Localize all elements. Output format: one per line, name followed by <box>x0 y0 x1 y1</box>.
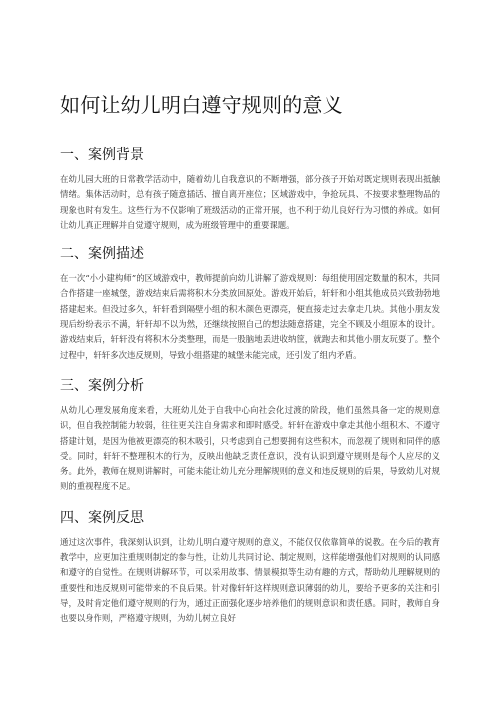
section-body-analysis: 从幼儿心理发展角度来看，大班幼儿处于自我中心向社会化过渡的阶段，他们虽然具备一定的规则意识，但自我控制能力较弱，往往更关注自身需求和即时感受。轩轩在游戏中拿走其他小组积木、不遵守搭建计划，是因为他被更漂亮的积木吸引，只考虑到自己想要拥有这些积木，而忽视了规则和同伴的感受。同时，轩轩不整理积木的行为，反映出他缺乏责任意识，没有认识到遵守规则是每个人应尽的义务。此外，教师在规则讲解时，可能未能让幼儿充分理解规则的意义和违反规则的后果，导致幼儿对规则的重视程度不足。 <box>60 404 440 492</box>
section-body-description: 在一次“小小建构师”的区域游戏中，教师提前向幼儿讲解了游戏规则：每组使用固定数量的积木，共同合作搭建一座城堡，游戏结束后需将积木分类放回原处。游戏开始后，轩轩和小组其他成员兴致勃勃地搭建起来。但没过多久，轩轩看到隔壁小组的积木颜色更漂亮，便直接走过去拿走几块。其他小朋友发现后纷纷表示不满，轩轩却不以为然，还继续按照自己的想法随意搭建，完全不顾及小组原本的设计。游戏结束后，轩轩没有将积木分类整理，而是一股脑地丢进收纳筐，就跑去和其他小朋友玩耍了。整个过程中，轩轩多次违反规则，导致小组搭建的城堡未能完成，还引发了组内矛盾。 <box>60 273 440 360</box>
section-heading-background: 一、案例背景 <box>60 147 144 163</box>
section-heading-reflection: 四、案例反思 <box>60 509 144 526</box>
section-heading-analysis: 三、案例分析 <box>60 377 144 394</box>
document-title: 如何让幼儿明白遵守规则的意义 <box>60 93 343 117</box>
section-body-reflection: 通过这次事件，我深刻认识到，让幼儿明白遵守规则的意义，不能仅仅依靠简单的说教。在今后的教育教学中，应更加注重规则制定的参与性，让幼儿共同讨论、制定规则，这样能增强他们对规则的认同感和遵守的自觉性。在规则讲解环节，可以采用故事、情景模拟等生动有趣的方式，帮助幼儿理解规则的重要性和违反规则可能带来的不良后果。针对像轩轩这样规则意识薄弱的幼儿，要给予更多的关注和引导，及时肯定他们遵守规则的行为，通过正面强化逐步培养他们的规则意识和责任感。同时，教师自身也要以身作则，严格遵守规则，为幼儿树立良好 <box>60 536 440 624</box>
section-heading-description: 二、案例描述 <box>60 246 144 263</box>
section-body-background: 在幼儿园大班的日常教学活动中，随着幼儿自我意识的不断增强，部分孩子开始对既定规则表现出抵触情绪。集体活动时，总有孩子随意插话、擅自离开座位；区域游戏中，争抢玩具、不按要求整理物品的现象也时有发生。这些行为不仅影响了班级活动的正常开展，也不利于幼儿良好行为习惯的养成。如何让幼儿真正理解并自觉遵守规则，成为班级管理中的重要课题。 <box>60 174 440 230</box>
